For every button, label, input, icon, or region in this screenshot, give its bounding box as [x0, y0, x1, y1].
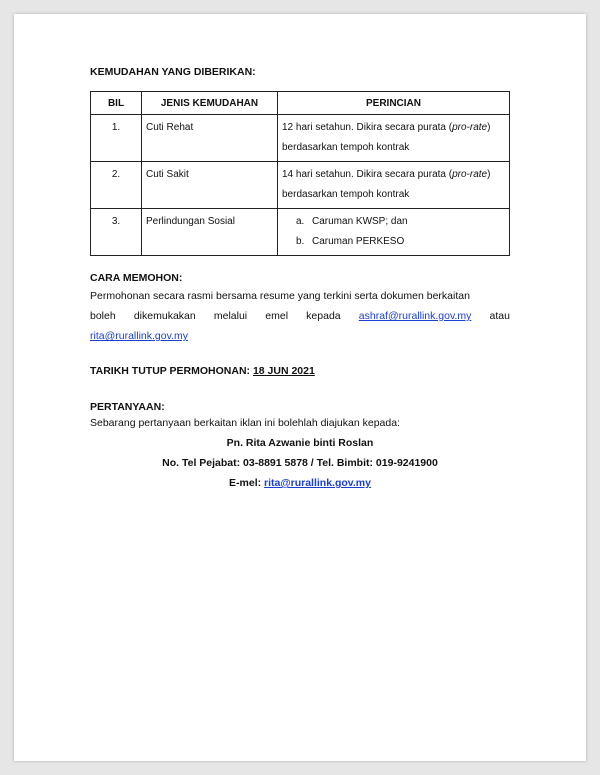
word: kepada: [306, 310, 341, 322]
word: dikemukakan: [133, 310, 196, 322]
apply-line1: Permohonan secara rasmi bersama resume yang terkini serta dokumen berkaitan: [90, 290, 470, 302]
list-item: [296, 232, 505, 252]
table-row: [91, 209, 510, 256]
list-text: Caruman KWSP; dan: [312, 216, 408, 227]
list-marker: a.: [296, 216, 305, 227]
word: atau: [489, 310, 510, 322]
list-text: Caruman PERKESO: [312, 236, 405, 247]
table-header-row: [91, 92, 510, 115]
questions-section: [90, 401, 510, 493]
closing-date: TARIKH TUTUP PERMOHONAN: 18 JUN 2021: [90, 365, 315, 377]
detail-italic: pro-rate: [452, 122, 488, 133]
row-bil: 1.: [91, 115, 142, 162]
contact-email-link[interactable]: rita@rurallink.gov.my: [264, 477, 371, 489]
contact-email: [90, 473, 510, 493]
questions-heading: PERTANYAAN:: [90, 401, 165, 413]
row-bil: 2.: [91, 162, 142, 209]
closing-date-value: 18 JUN 2021: [252, 365, 315, 377]
closing-label: TARIKH TUTUP PERMOHONAN: [90, 365, 247, 377]
document-page: [14, 14, 586, 761]
detail-close: ): [487, 169, 491, 180]
table-row: [91, 115, 510, 162]
detail-line2: berdasarkan tempoh kontrak: [282, 189, 410, 200]
list-marker: b.: [296, 236, 305, 247]
table-row: [91, 162, 510, 209]
email-link-rita[interactable]: rita@rurallink.gov.my: [90, 330, 188, 342]
questions-heading-text: PERTANYAAN: [90, 401, 162, 413]
detail-text: 12 hari setahun. Dikira secara purata (: [282, 122, 453, 133]
apply-paragraph: [90, 286, 510, 346]
email-link-ashraf[interactable]: ashraf@rurallink.gov.my: [358, 310, 472, 322]
word: emel: [265, 310, 289, 322]
detail-close: ): [487, 122, 491, 133]
detail-line2: berdasarkan tempoh kontrak: [282, 142, 410, 153]
apply-heading-text: CARA MEMOHON: [90, 272, 179, 284]
contact-email-label: E-mel:: [229, 477, 262, 489]
detail-text: 14 hari setahun. Dikira secara purata (: [282, 169, 453, 180]
apply-line2: [90, 306, 510, 326]
apply-heading: CARA MEMOHON:: [90, 272, 183, 284]
contact-phone: No. Tel Pejabat: 03-8891 5878 / Tel. Bimbit: 019-9241900: [162, 457, 438, 469]
document-content: [90, 66, 510, 493]
column-header-perincian: PERINCIAN: [278, 92, 510, 115]
protection-list: [282, 212, 505, 252]
word: melalui: [213, 310, 248, 322]
list-item: [296, 212, 505, 232]
column-header-bil: BIL: [91, 92, 142, 115]
benefits-table: [90, 91, 510, 256]
row-bil: 3.: [91, 209, 142, 256]
column-header-jenis: JENIS KEMUDAHAN: [142, 92, 278, 115]
questions-intro: Sebarang pertanyaan berkaitan iklan ini bolehlah diajukan kepada:: [90, 417, 400, 429]
row-detail: [278, 209, 510, 256]
row-jenis: Cuti Rehat: [142, 115, 278, 162]
word: boleh: [90, 310, 116, 322]
row-detail: [278, 162, 510, 209]
contact-name: Pn. Rita Azwanie binti Roslan: [226, 437, 374, 449]
row-detail: [278, 115, 510, 162]
apply-section: [90, 272, 510, 346]
detail-italic: pro-rate: [452, 169, 488, 180]
benefits-heading: KEMUDAHAN YANG DIBERIKAN:: [90, 66, 256, 78]
row-jenis: Cuti Sakit: [142, 162, 278, 209]
row-jenis: Perlindungan Sosial: [142, 209, 278, 256]
closing-section: [90, 365, 510, 377]
